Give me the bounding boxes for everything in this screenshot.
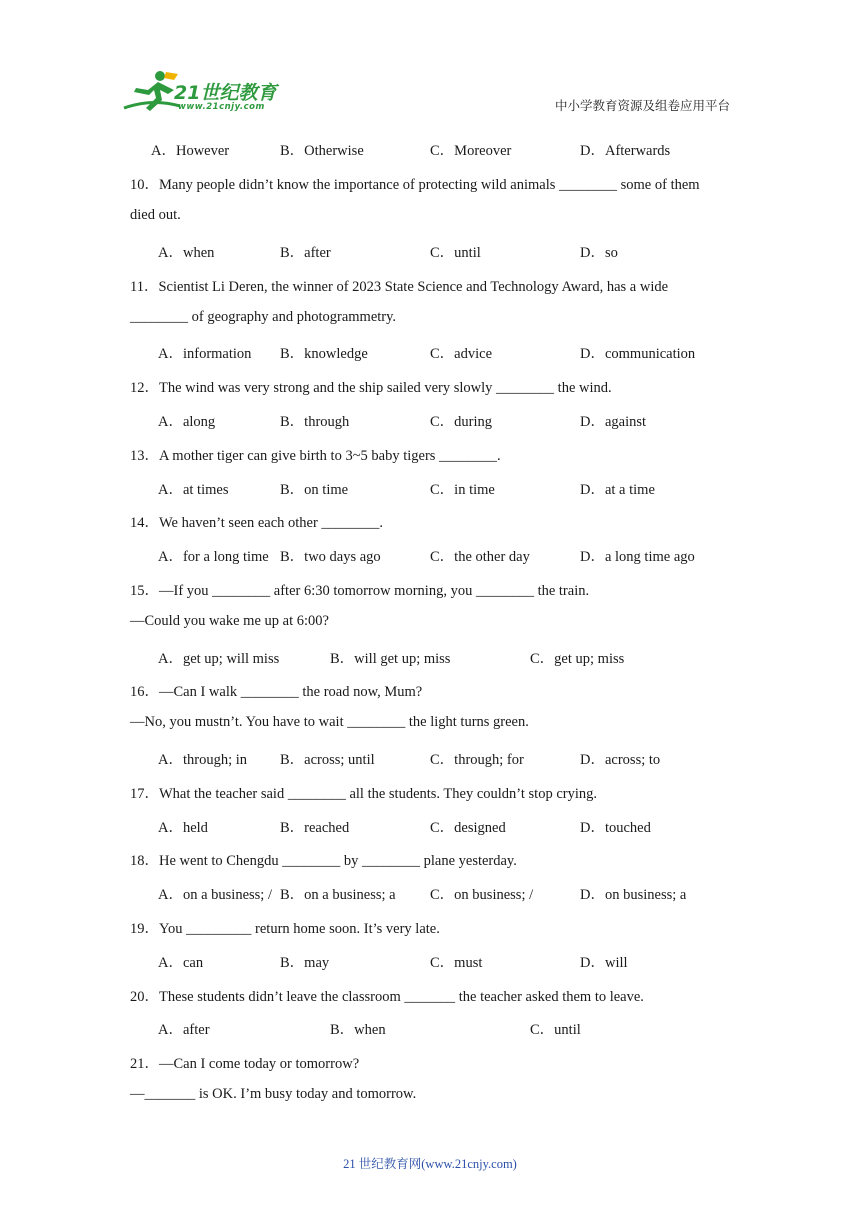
- q14-option-b: B．two days ago: [280, 549, 381, 565]
- q17-option-c: C．designed: [430, 820, 506, 836]
- q18-option-b: B．on a business; a: [280, 887, 396, 903]
- q18-option-d: D．on business; a: [580, 887, 687, 903]
- q13-option-b: B．on time: [280, 482, 349, 498]
- q15-option-a: A．get up; will miss: [158, 651, 280, 667]
- site-logo[interactable]: [122, 68, 292, 116]
- q11-option-d: D．communication: [580, 346, 696, 362]
- q15-option-b: B．will get up; miss: [330, 651, 451, 667]
- q9-option-c: C．Moreover: [430, 143, 512, 159]
- q15-stem: 15．—If you ________ after 6:30 tomorrow morning, you ________ the train.: [130, 583, 590, 599]
- q10-option-c: C．until: [430, 245, 481, 261]
- q20-option-c: C．until: [530, 1022, 581, 1038]
- q11-option-b: B．knowledge: [280, 346, 368, 362]
- q16-option-c: C．through; for: [430, 752, 524, 768]
- q9-option-b: B．Otherwise: [280, 143, 364, 159]
- q11-option-c: C．advice: [430, 346, 493, 362]
- q19-option-d: D．will: [580, 955, 628, 971]
- q14-stem: 14．We haven’t seen each other ________.: [130, 515, 384, 531]
- q13-option-a: A．at times: [158, 482, 229, 498]
- q17-option-d: D．touched: [580, 820, 651, 836]
- q15-option-c: C．get up; miss: [530, 651, 625, 667]
- site-name: 中小学教育资源及组卷应用平台: [554, 98, 730, 113]
- q19-stem: 19．You _________ return home soon. It’s very late.: [130, 921, 440, 937]
- q21-stem-cont: —_______ is OK. I’m busy today and tomorrow.: [130, 1086, 417, 1102]
- q18-stem: 18．He went to Chengdu ________ by ________ plane yesterday.: [130, 853, 517, 869]
- q11-option-a: A．information: [158, 346, 252, 362]
- q16-stem: 16．—Can I walk ________ the road now, Mum?: [130, 684, 423, 700]
- q20-option-a: A．after: [158, 1022, 210, 1038]
- q11-stem: 11．Scientist Li Deren, the winner of 2023 State Science and Technology Award, has a wide: [130, 279, 669, 295]
- q19-option-c: C．must: [430, 955, 483, 971]
- q19-option-b: B．may: [280, 955, 330, 971]
- q12-option-b: B．through: [280, 414, 350, 430]
- q20-option-b: B．when: [330, 1022, 386, 1038]
- q19-option-a: A．can: [158, 955, 204, 971]
- q15-stem-cont: —Could you wake me up at 6:00?: [130, 613, 329, 629]
- q10-option-d: D．so: [580, 245, 618, 261]
- q10-option-b: B．after: [280, 245, 331, 261]
- q14-option-a: A．for a long time: [158, 549, 269, 565]
- q16-option-d: D．across; to: [580, 752, 661, 768]
- q18-option-a: A．on a business; /: [158, 887, 272, 903]
- logo-url: www.21cnjy.com: [178, 102, 265, 112]
- q12-option-d: D．against: [580, 414, 647, 430]
- q14-option-d: D．a long time ago: [580, 549, 695, 565]
- q16-stem-cont: —No, you mustn’t. You have to wait ________ the light turns green.: [130, 714, 529, 730]
- q17-option-b: B．reached: [280, 820, 350, 836]
- q13-option-c: C．in time: [430, 482, 495, 498]
- q9-option-a: A．However: [151, 143, 230, 159]
- q10-stem-cont: died out.: [130, 207, 181, 223]
- q17-option-a: A．held: [158, 820, 208, 836]
- q18-option-c: C．on business; /: [430, 887, 534, 903]
- q10-option-a: A．when: [158, 245, 215, 261]
- footer-link[interactable]: 21 世纪教育网(www.21cnjy.com): [343, 1157, 517, 1171]
- logo-text: 21世纪教育: [174, 82, 277, 104]
- q16-option-b: B．across; until: [280, 752, 375, 768]
- q13-option-d: D．at a time: [580, 482, 655, 498]
- q17-stem: 17．What the teacher said ________ all the students. They couldn’t stop crying.: [130, 786, 597, 802]
- q9-option-d: D．Afterwards: [580, 143, 671, 159]
- q11-stem-cont: ________ of geography and photogrammetry.: [130, 309, 397, 325]
- q10-stem: 10．Many people didn’t know the importance of protecting wild animals ________ some of them: [130, 177, 700, 193]
- q14-option-c: C．the other day: [430, 549, 530, 565]
- q12-option-a: A．along: [158, 414, 216, 430]
- q16-option-a: A．through; in: [158, 752, 248, 768]
- q21-stem: 21．—Can I come today or tomorrow?: [130, 1056, 360, 1072]
- q12-stem: 12．The wind was very strong and the ship sailed very slowly ________ the wind.: [130, 380, 612, 396]
- q12-option-c: C．during: [430, 414, 493, 430]
- q13-stem: 13．A mother tiger can give birth to 3~5 baby tigers ________.: [130, 448, 501, 464]
- q20-stem: 20．These students didn’t leave the classroom _______ the teacher asked them to leave.: [130, 989, 644, 1005]
